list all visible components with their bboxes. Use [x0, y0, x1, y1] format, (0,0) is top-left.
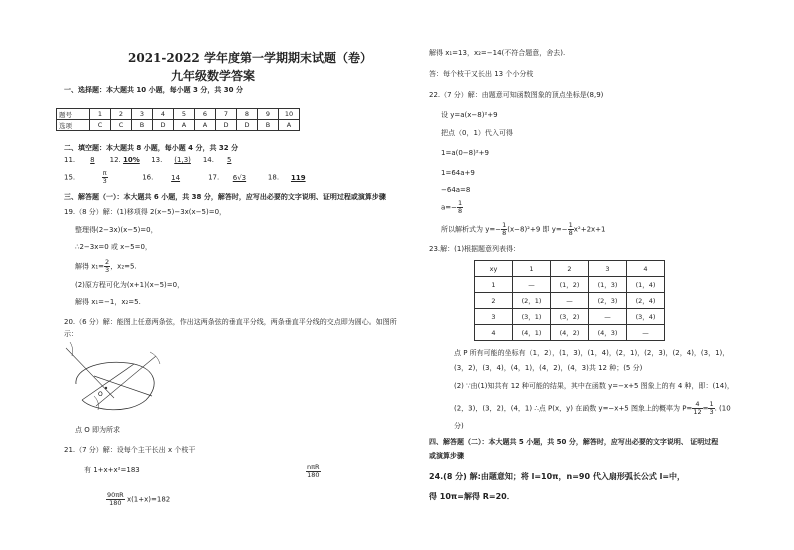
q21-eq-2: $\frac{90\pi R}{180}$ x(1+x)=182 [107, 491, 171, 507]
q20-line-1: 20.（6 分）解：能图上任意两条弦，作出这两条弦的垂直平分线，两条垂直平分线的交点即为圆心。如图所 [64, 318, 397, 326]
q14-answer: 5 [226, 156, 232, 164]
table-cell: 9 [258, 109, 279, 120]
q19-line-2: 整理得(2−3x)(x−5)=0， [75, 226, 158, 234]
table-cell: A [279, 120, 300, 131]
fill-row-2 [64, 170, 315, 185]
table-cell: 1 [90, 109, 111, 120]
table-row [57, 109, 300, 120]
q19-line-5: (2)原方程可化为(x+1)(x−5)=0， [75, 281, 185, 289]
section-4-heading: 四、解答题（二）：本大题共 5 小题，共 50 分，解答时，应写出必要的文字说明、 证明过程 [429, 438, 719, 446]
point-o-label: O [98, 391, 103, 398]
q22-line-5: 1=64a+9 [441, 169, 475, 177]
table-row [475, 293, 665, 309]
q19-line-1: 19.（8 分）解：(1)移项得 2(x−5)−3x(x−5)=0， [64, 208, 227, 216]
table-cell: (1，2) [551, 277, 589, 293]
table-cell: C [111, 120, 132, 131]
table-cell: 10 [279, 109, 300, 120]
q11-answer: 8 [90, 156, 95, 164]
table-cell: A [174, 120, 195, 131]
table-cell: 2 [551, 261, 589, 277]
table-row [475, 277, 665, 293]
q17-answer: 6√3 [232, 173, 247, 182]
table-cell: (2，4) [627, 293, 665, 309]
table-cell: 3 [475, 309, 513, 325]
page-subtitle: 九年级数学答案 [171, 69, 256, 83]
table-cell: D [237, 120, 258, 131]
chord-1 [82, 364, 134, 400]
q11-number: 11. [64, 156, 76, 164]
q18-number: 18. [267, 173, 280, 182]
q16-answer: 14 [171, 173, 181, 182]
q12-answer: 10% [122, 156, 140, 164]
table-cell: (3，1) [513, 309, 551, 325]
table-cell: (4，2) [551, 325, 589, 341]
page-title: 2021-2022 学年度第一学期期末试题（卷） [128, 51, 372, 65]
table-cell: 4 [475, 325, 513, 341]
table-row [475, 325, 665, 341]
answer-table [56, 108, 300, 131]
q18-answer: 119 [290, 173, 306, 182]
table-cell: 7 [216, 109, 237, 120]
table-cell: 2 [111, 109, 132, 120]
q19-line-3: ∴2−3x=0 或 x−5=0， [75, 243, 152, 251]
q22-line-4: 1=a(0−8)²+9 [441, 149, 489, 157]
table-row [475, 309, 665, 325]
circle-construction-figure [64, 338, 174, 418]
table-cell: D [216, 120, 237, 131]
q15-answer: $\frac{\pi}{3}$ [102, 169, 107, 185]
table-cell: — [513, 277, 551, 293]
q20-caption: 点 O 即为所求 [75, 426, 120, 434]
q15-number: 15. [64, 173, 76, 182]
q23-line-3: (3，2)，(3，4)，(4，1)，(4，2)，(4，3)共 12 种；(5 分) [454, 364, 643, 372]
q22-line-3: 把点（0，1）代入可得 [441, 129, 513, 137]
bisector-1 [66, 348, 114, 398]
arc-shape [76, 362, 154, 410]
q19-line-4: 解得 x₁= $\frac{2}{3}$ ，x₂=5. [75, 258, 137, 274]
q22-line-7: a=− $\frac{1}{8}$ [441, 199, 463, 215]
q14-number: 14. [202, 156, 214, 164]
table-cell: B [132, 120, 153, 131]
table-cell: 8 [237, 109, 258, 120]
table-cell: (4，1) [513, 325, 551, 341]
table-cell: — [551, 293, 589, 309]
q12-number: 12. [109, 156, 121, 164]
q20-line-2: 示： [64, 330, 78, 338]
table-cell: 6 [195, 109, 216, 120]
table-cell: 选项 [57, 120, 90, 131]
q23-line-4: (2) ∵由(1)知共有 12 种可能的结果，其中在函数 y=−x+5 图象上的有 4 种，即：(14)， [454, 382, 734, 390]
table-cell: B [258, 120, 279, 131]
arc-formula-fraction: $\frac{\text{nπR}}{180}$ [307, 463, 320, 479]
q22-line-8: 所以解析式为 y=− $\frac{1}{8}$ (x−8)²+9 即 y=− $\frac{1}{8}$ x²+2x+1 [441, 221, 606, 237]
table-cell: (3，2) [551, 309, 589, 325]
table-cell: 4 [627, 261, 665, 277]
q22-line-6: −64a=8 [441, 186, 471, 194]
table-cell: (2，3) [589, 293, 627, 309]
construction-arc [150, 352, 160, 364]
table-cell: 3 [132, 109, 153, 120]
q21-answer: 答：每个枝干又长出 13 个小分枝 [429, 70, 534, 78]
table-cell: — [627, 325, 665, 341]
q19-line-6: 解得 x₁=−1，x₂=5. [75, 298, 141, 306]
table-cell: 1 [513, 261, 551, 277]
probability-table [474, 260, 665, 341]
section-1-heading: 一、选择题：本大题共 10 小题，每小题 3 分，共 30 分 [64, 86, 243, 94]
q13-number: 13. [151, 156, 163, 164]
table-row [57, 120, 300, 131]
q22-line-1: 22.（7 分）解：由题意可知函数图象的顶点坐标是(8,9) [429, 91, 604, 99]
q23-line-2: 点 P 所有可能的坐标有（1，2），(1，3)，(1，4)，(2，1)，(2，3)，(2，4)，(3，1)， [454, 349, 730, 357]
table-cell: 4 [153, 109, 174, 120]
q23-line-6: 分) [454, 422, 464, 430]
table-cell: A [195, 120, 216, 131]
table-cell: xy [475, 261, 513, 277]
table-cell: (4，3) [589, 325, 627, 341]
q17-number: 17. [208, 173, 220, 182]
table-cell: (1，3) [589, 277, 627, 293]
q23-line-5: (2，3)，(3，2)，(4，1) ∴点 P(x，y) 在函数 y=−x+5 图象上的概率为 P= $\frac{4}{12}$ = $\frac{1}{3}$ . (10 [454, 400, 731, 416]
q21-eq-1: 有 1+x+x²=183 [84, 466, 140, 474]
q24-line-1: 24.(8 分) 解:由题意知；将 l=10π，n=90 代入扇形弧长公式 l=中， [429, 472, 686, 481]
table-cell: (1，4) [627, 277, 665, 293]
q24-line-2: 得 10π=解得 R=20． [429, 492, 515, 501]
q21-solution: 解得 x₁=13，x₂=−14(不符合题意，舍去). [429, 49, 566, 57]
table-cell: (2，1) [513, 293, 551, 309]
section-2-heading: 二、填空题：本大题共 8 小题，每小题 4 分，共 32 分 [64, 144, 239, 152]
table-row [475, 261, 665, 277]
fill-row-1 [64, 156, 242, 165]
section-3-heading: 三、解答题（一）：本大题共 6 小题，共 38 分，解答时，应写出必要的文字说明、证明过程或演算步骤 [64, 193, 386, 201]
q22-line-2: 设 y=a(x−8)²+9 [441, 111, 498, 119]
q23-line-1: 23.解：(1)根据题意列表得： [429, 245, 521, 253]
q21-line-1: 21.（7 分）解：设每个主干长出 x 个枝干 [64, 446, 196, 454]
table-cell: (3，4) [627, 309, 665, 325]
table-cell: D [153, 120, 174, 131]
table-cell: 3 [589, 261, 627, 277]
table-cell: C [90, 120, 111, 131]
table-cell: 题号 [57, 109, 90, 120]
q13-answer: (1,3) [174, 156, 191, 164]
table-cell: 5 [174, 109, 195, 120]
center-point [105, 387, 107, 389]
table-cell: 2 [475, 293, 513, 309]
table-cell: 1 [475, 277, 513, 293]
q16-number: 16. [142, 173, 154, 182]
table-cell: — [589, 309, 627, 325]
section-4-heading-cont: 或演算步骤 [429, 452, 464, 460]
